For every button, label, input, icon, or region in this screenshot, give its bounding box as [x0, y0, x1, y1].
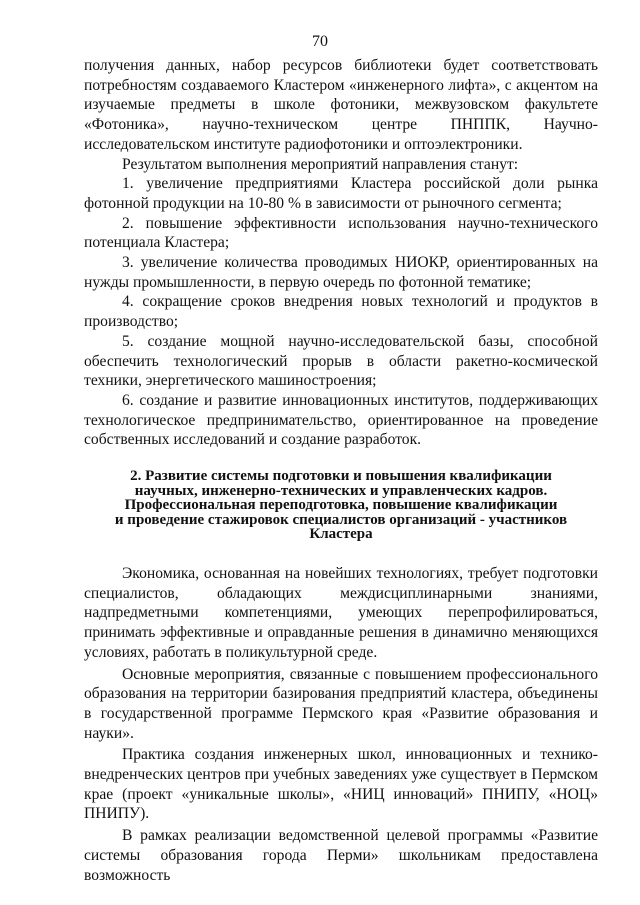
paragraph-results-intro: Результатом выполнения мероприятий направления станут: — [122, 155, 519, 173]
paragraph-engineering-schools: Практика создания инженерных школ, инновационных и технико-внедренческих центров при учебных заведениях уже существует в Пермском крае (проект «уникальные школы», «НИЦ инноваций» ПНИПУ, «НОЦ» ПНИПУ). — [84, 746, 599, 823]
section-heading-line: научных, инженерно-технических и управленческих кадров. — [134, 482, 548, 499]
section-heading — [84, 469, 598, 542]
result-item-6: 6. создание и развитие инновационных институтов, поддерживающих технологическое предпринимательство, ориентированное на проведение собственных исследований и создание разработок. — [84, 391, 598, 449]
result-item-5: 5. создание мощной научно-исследовательской базы, способной обеспечить технологический прорыв в области ракетно-космической техники, энергетического машиностроения; — [84, 332, 598, 390]
section-heading-line: и проведение стажировок специалистов организаций - участников — [114, 511, 568, 528]
result-item-1: 1. увеличение предприятиями Кластера российской доли рынка фотонной продукции на 10-80 % в зависимости от рыночного сегмента; — [84, 175, 598, 212]
result-item-3: 3. увеличение количества проводимых НИОКР, ориентированных на нужды промышленности, в первую очередь по фотонной тематике; — [84, 254, 598, 291]
paragraph-continuation: получения данных, набор ресурсов библиотеки будет соответствовать потребностям создаваемого Кластером «инженерного лифта», с акцентом на изучаемые предметы в школе фотоники, межвузовском факультете «Фотоника», научно-техническом центре ПНППК, Научно-исследовательском институте радиофотоники и оптоэлектроники. — [84, 57, 598, 153]
result-item-4: 4. сокращение сроков внедрения новых технологий и продуктов в производство; — [84, 293, 598, 331]
result-item-2: 2. повышение эффективности использования научно-технического потенциала Кластера; — [84, 214, 598, 252]
paragraph-target-program: В рамках реализации ведомственной целевой программы «Развитие системы образования города Перми» школьникам предоставлена возможность — [84, 827, 598, 884]
document-body — [84, 56, 598, 885]
section-heading-line: Профессиональная переподготовка, повышение квалификации — [124, 497, 558, 514]
section-heading-line: Кластера — [309, 526, 373, 543]
page-number: 70 — [312, 33, 328, 50]
section-heading-line: 2. Развитие системы подготовки и повышения квалификации — [130, 468, 552, 485]
paragraph-economy: Экономика, основанная на новейших технологиях, требует подготовки специалистов, обладающих междисциплинарными знаниями, надпредметными компетенциями, умеющих перепрофилироваться, принимать эффективные и оправданные решения в динамично меняющихся условиях, работать в поликультурной среде. — [84, 565, 598, 661]
paragraph-main-activities: Основные мероприятия, связанные с повышением профессионального образования на территории базирования предприятий кластера, объединены в государственной программе Пермского края «Развитие образования и науки». — [84, 665, 598, 742]
